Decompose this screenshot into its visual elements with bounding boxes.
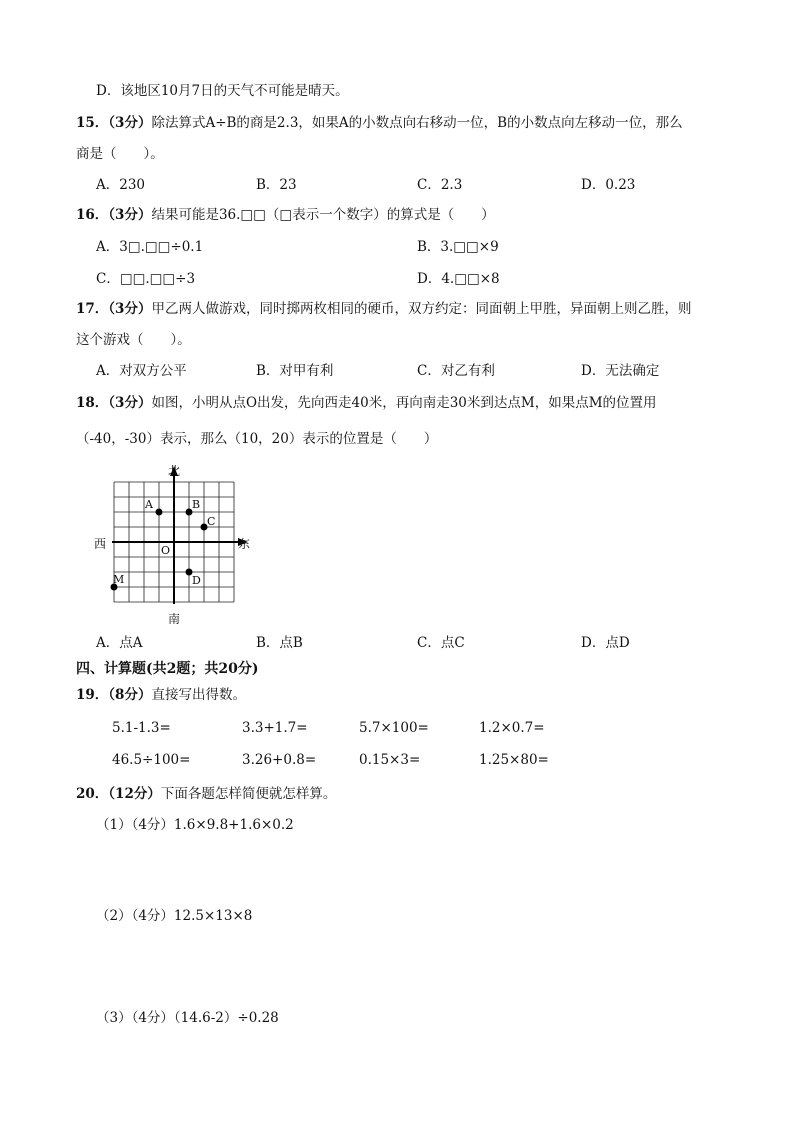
point-label-d: D xyxy=(192,574,201,587)
question-score: （3分） xyxy=(108,301,152,317)
west-label: 西 xyxy=(94,537,107,551)
question-score: （3分） xyxy=(108,115,152,131)
calc-item: 3.26+0.8= xyxy=(242,752,317,768)
q17-option-a: A．对双方公平 xyxy=(96,363,187,379)
q18-option-c: C．点C xyxy=(417,635,465,651)
q20-part-1: （1）（4分）1.6×9.8+1.6×0.2 xyxy=(96,817,294,833)
section-title: 四、计算题(共2题；共20分) xyxy=(76,661,259,677)
q16-option-d: D．4.□□×8 xyxy=(417,271,500,287)
question-20 xyxy=(76,785,336,803)
question-score: （8分） xyxy=(108,687,152,703)
question-score: （12分） xyxy=(108,786,161,802)
q20-part-2: （2）（4分）12.5×13×8 xyxy=(96,908,253,924)
q15-option-c: C．2.3 xyxy=(417,177,463,193)
q15-option-d: D．0.23 xyxy=(581,177,636,193)
q18-option-b: B．点B xyxy=(256,635,303,651)
point-label-m: M xyxy=(113,573,125,586)
question-score: （3分） xyxy=(108,207,152,223)
q18-option-a: A．点A xyxy=(96,635,143,651)
point-label-a: A xyxy=(145,498,153,511)
question-number: 18． xyxy=(76,395,109,411)
calc-item: 1.2×0.7= xyxy=(479,720,545,736)
q16-option-b: B．3.□□×9 xyxy=(417,239,499,255)
q17-option-b: B．对甲有利 xyxy=(256,363,334,379)
question-number: 17． xyxy=(76,301,109,317)
point-label-c: C xyxy=(207,515,216,528)
q14-option-d: D．该地区10月7日的天气不可能是晴天。 xyxy=(96,83,349,99)
question-text: 如图，小明从点O出发，先向西走40米，再向南走30米到达点M，如果点M的位置用 xyxy=(151,395,657,411)
calc-item: 1.25×80= xyxy=(479,752,549,768)
question-17 xyxy=(76,300,691,318)
question-19 xyxy=(76,686,246,704)
question-text: 下面各题怎样简便就怎样算。 xyxy=(160,786,337,802)
question-16 xyxy=(76,206,495,224)
question-number: 19． xyxy=(76,687,109,703)
q16-option-c: C．□□.□□÷3 xyxy=(96,271,196,287)
question-number: 15． xyxy=(76,115,109,131)
question-18-line2: （-40，-30）表示，那么（10，20）表示的位置是（ ） xyxy=(76,431,438,447)
question-score: （3分） xyxy=(108,395,152,411)
north-label: 北 xyxy=(168,464,181,478)
east-label: 东 xyxy=(238,537,251,551)
question-15 xyxy=(76,114,683,132)
q18-option-d: D．点D xyxy=(581,635,630,651)
south-label: 南 xyxy=(168,612,181,626)
q15-option-a: A．230 xyxy=(96,177,146,193)
question-number: 16． xyxy=(76,207,109,223)
grid-axes xyxy=(112,466,251,604)
question-text: 甲乙两人做游戏，同时掷两枚相同的硬币，双方约定：同面朝上甲胜，异面朝上则乙胜，则 xyxy=(151,301,692,317)
q17-option-d: D．无法确定 xyxy=(581,363,660,379)
question-text: 除法算式A÷B的商是2.3，如果A的小数点向右移动一位，B的小数点向左移动一位，那么 xyxy=(151,115,683,131)
q15-option-b: B．23 xyxy=(256,177,297,193)
q20-part-3: （3）（4分）（14.6-2）÷0.28 xyxy=(96,1010,279,1026)
calc-item: 5.1-1.3= xyxy=(112,720,171,736)
question-text: 直接写出得数。 xyxy=(151,687,246,703)
question-17-line2: 这个游戏（ ）。 xyxy=(76,332,191,348)
calc-item: 5.7×100= xyxy=(359,720,429,736)
question-15-line2: 商是（ ）。 xyxy=(76,146,164,162)
question-18 xyxy=(76,394,657,412)
point-a xyxy=(156,509,163,516)
q17-option-c: C．对乙有利 xyxy=(417,363,495,379)
calc-item: 3.3+1.7= xyxy=(242,720,308,736)
point-label-b: B xyxy=(192,498,201,511)
coordinate-grid-figure xyxy=(90,460,260,630)
origin-label: O xyxy=(161,544,171,557)
question-number: 20． xyxy=(76,786,109,802)
calc-item: 46.5÷100= xyxy=(112,752,191,768)
calc-item: 0.15×3= xyxy=(359,752,421,768)
question-text: 结果可能是36.□□（□表示一个数字）的算式是（ ） xyxy=(151,207,495,223)
q16-option-a: A．3□.□□÷0.1 xyxy=(96,239,204,255)
